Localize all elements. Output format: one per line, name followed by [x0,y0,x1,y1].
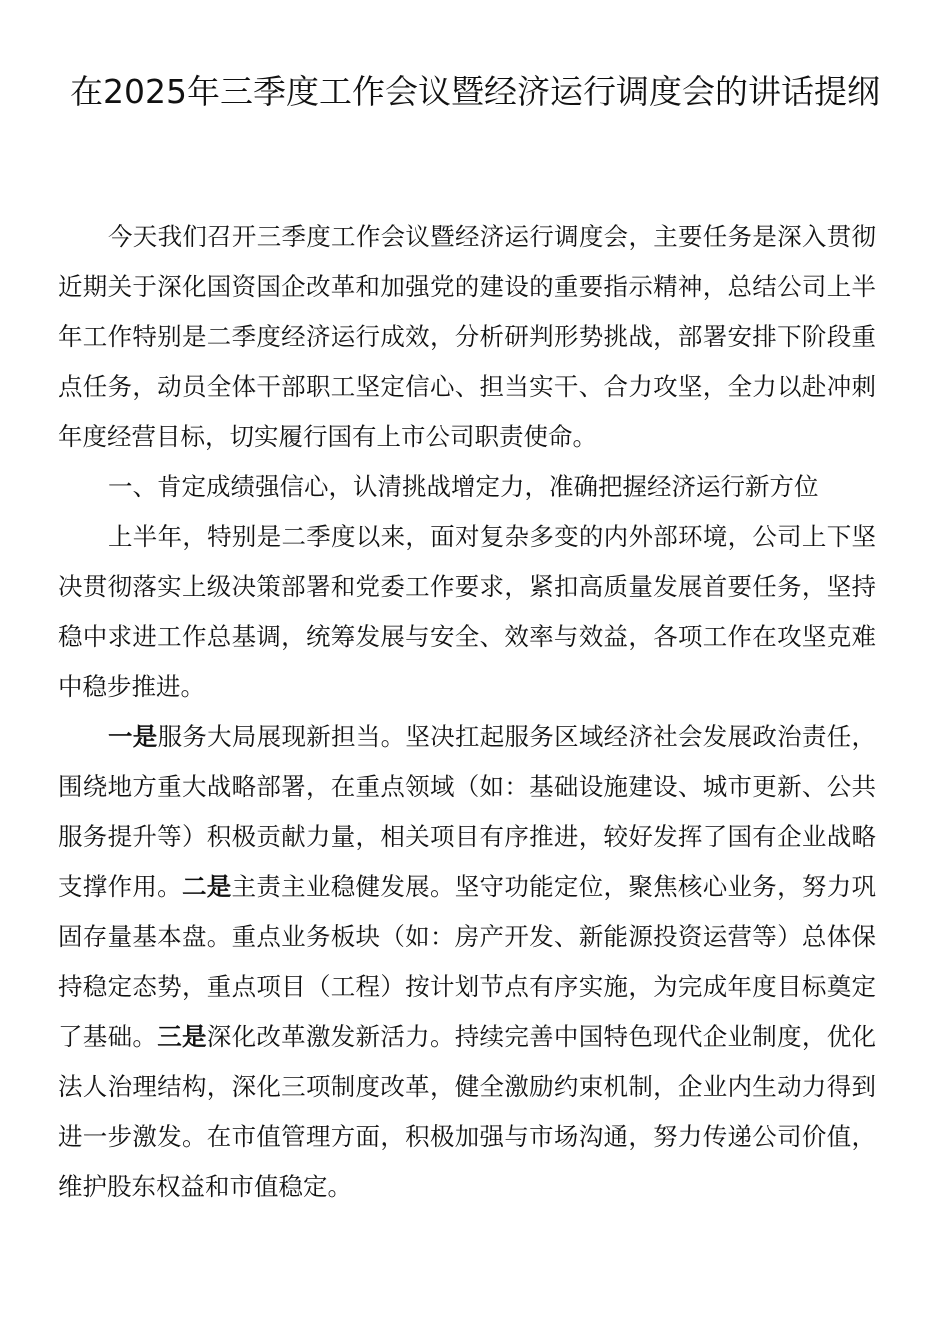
document-title: 在2025年三季度工作会议暨经济运行调度会的讲话提纲 [70,72,880,111]
point-3-text: 深化改革激发新活力。持续完善中国特色现代企业制度，优化法人治理结构，深化三项制度改革，健全激励约束机制，企业内生动力得到进一步激发。在市值管理方面，积极加强与市场沟通，努力传递公司价值，维护股东权益和市值稳定。 [58,1022,876,1201]
point-1-text: 服务大局展现新担当。坚决扛起服务区域经济社会发展政治责任，围绕地方重大战略部署，在重点领域（如：基础设施建设、城市更新、公共服务提升等）积极贡献力量，相关项目有序推进，较好发挥了国有企业战略支撑作用。 [58,722,877,901]
point-2-lead: 二是 [181,872,232,901]
points-paragraph [58,712,876,1212]
section-heading: 一、肯定成绩强信心，认清挑战增定力，准确把握经济运行新方位 [108,472,819,501]
point-1-lead: 一是 [108,722,158,751]
document-body [58,212,876,1212]
section-overview-paragraph: 上半年，特别是二季度以来，面对复杂多变的内外部环境，公司上下坚决贯彻落实上级决策部署和党委工作要求，紧扣高质量发展首要任务，坚持稳中求进工作总基调，统筹发展与安全、效率与效益，各项工作在攻坚克难中稳步推进。 [58,522,876,701]
point-2-text: 主责主业稳健发展。坚守功能定位，聚焦核心业务，努力巩固存量基本盘。重点业务板块（如：房产开发、新能源投资运营等）总体保持稳定态势，重点项目（工程）按计划节点有序实施，为完成年度目标奠定了基础。 [58,872,876,1051]
point-3-lead: 三是 [157,1022,207,1051]
intro-paragraph: 今天我们召开三季度工作会议暨经济运行调度会，主要任务是深入贯彻近期关于深化国资国企改革和加强党的建设的重要指示精神，总结公司上半年工作特别是二季度经济运行成效，分析研判形势挑战，部署安排下阶段重点任务，动员全体干部职工坚定信心、担当实干、合力攻坚，全力以赴冲刺年度经营目标，切实履行国有上市公司职责使命。 [58,222,876,451]
